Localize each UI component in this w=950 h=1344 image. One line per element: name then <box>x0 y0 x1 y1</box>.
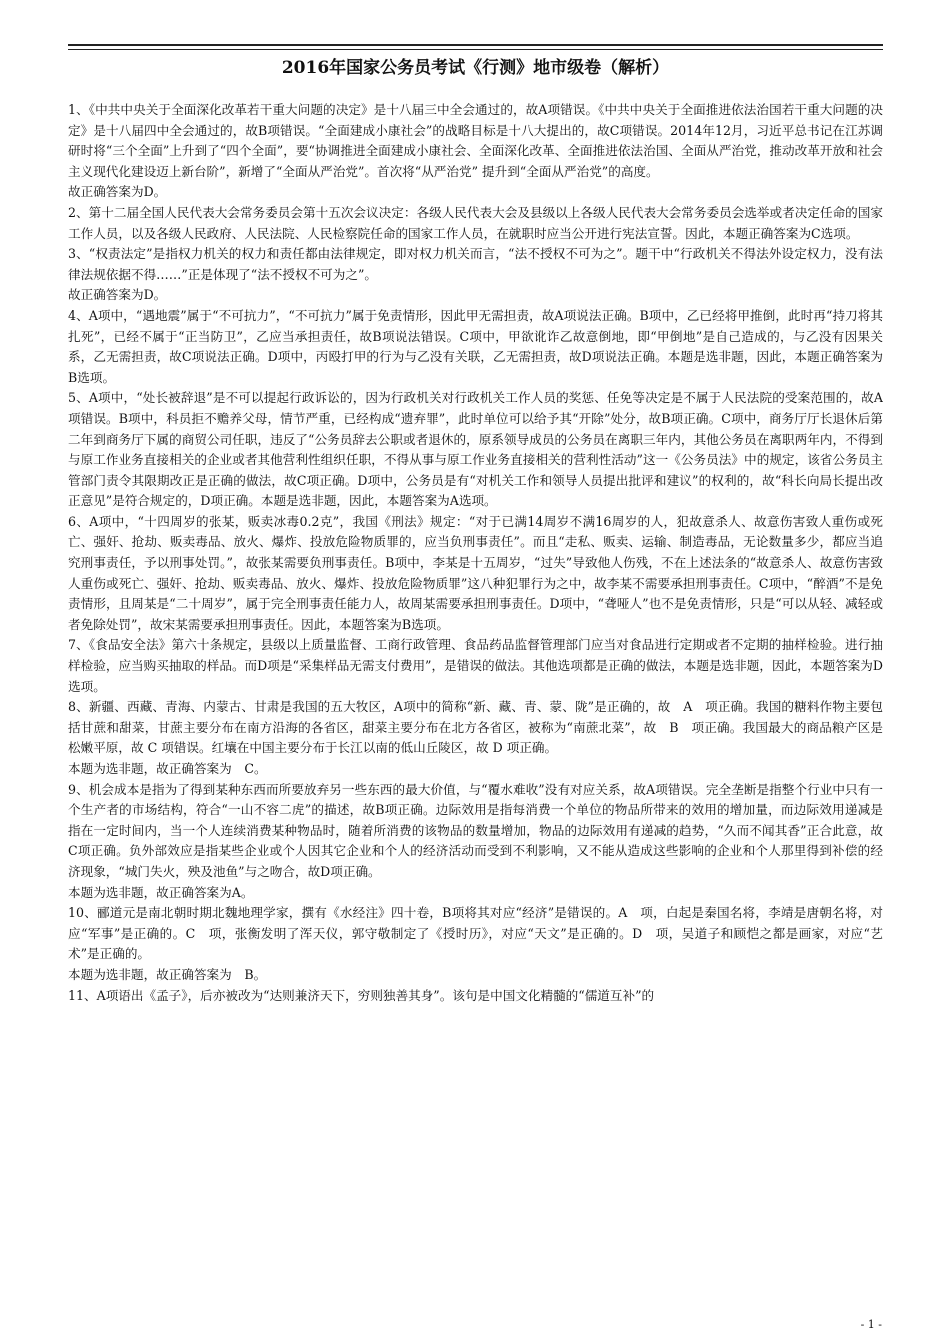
question-item-7 <box>68 635 883 697</box>
document-title: 2016年国家公务员考试《行测》地市级卷（解析） <box>281 58 670 78</box>
question-explanation: 11、A项语出《孟子》，后亦被改为“达则兼济天下，穷则独善其身”。该句是中国文化精髓的“儒道互补”的 <box>68 987 655 1003</box>
answer-line: 本题为选非题，故正确答案为 B。 <box>68 966 267 982</box>
question-explanation: 7、《食品安全法》第六十条规定，县级以上质量监督、工商行政管理、食品药品监督管理部门应当对食品进行定期或者不定期的抽样检验。进行抽样检验，应当购买抽取的样品。而D项是“采集样品无需支付费用”，是错误的做法。其他选项都是正确的做法，本题是选非题，因此，本题答案为D选项。 <box>68 637 883 694</box>
answer-line: 故正确答案为D。 <box>68 287 167 303</box>
question-explanation: 2、第十二届全国人民代表大会常务委员会第十五次会议决定：各级人民代表大会及县级以上各级人民代表大会常务委员会选举或者决定任命的国家工作人员，以及各级人民政府、人民法院、人民检察院任命的国家工作人员，在就职时应当公开进行宪法宣誓。因此，本题正确答案为C选项。 <box>68 204 883 241</box>
document-body <box>68 100 883 1312</box>
question-explanation: 10、郦道元是南北朝时期北魏地理学家，撰有《水经注》四十卷，B项将其对应“经济”是错误的。A 项，白起是秦国名将，李靖是唐朝名将，对应“军事”是正确的。C 项，张衡发明了浑天仪，郭守敬制定了《授时历》，对应“天文”是正确的。D 项，吴道子和顾恺之都是画家，对应“艺术”是正确的。 <box>68 905 883 962</box>
question-explanation: 9、机会成本是指为了得到某种东西而所要放弃另一些东西的最大价值，与“覆水难收”没有对应关系，故A项错误。完全垄断是指整个行业中只有一个生产者的市场结构，符合“一山不容二虎”的描述，故B项正确。边际效用是指每消费一个单位的物品所带来的效用的增加量，而边际效用递减是指在一定时间内，当一个人连续消费某种物品时，随着所消费的该物品的数量增加，物品的边际效用有递减的趋势，“久而不闻其香”正合此意，故C项正确。负外部效应是指某些企业或个人因其它企业和个人的经济活动而受到不利影响，又不能从造成这些影响的企业和个人那里得到补偿的经济现象，“城门失火，殃及池鱼”与之吻合，故D项正确。 <box>68 781 883 879</box>
question-explanation: 8、新疆、西藏、青海、内蒙古、甘肃是我国的五大牧区，A项中的简称“新、藏、青、蒙、陇”是正确的，故 A 项正确。我国的糖料作物主要包括甘蔗和甜菜，甘蔗主要分布在南方沿海的各省区，甜菜主要分布在北方各省区，被称为“南蔗北菜”，故 B 项正确。我国最大的商品粮产区是松嫩平原，故 C 项错误。红壤在中国主要分布于长江以南的低山丘陵区，故 D 项正确。 <box>68 699 883 756</box>
question-item-1 <box>68 100 883 203</box>
answer-line: 故正确答案为D。 <box>68 184 167 200</box>
question-item-6 <box>68 512 883 636</box>
question-item-4 <box>68 306 883 388</box>
question-item-11 <box>68 986 883 1007</box>
question-item-8 <box>68 697 883 779</box>
page-number: - 1 - <box>860 1318 882 1331</box>
header-rule-thick <box>68 44 883 46</box>
header-rule-thin <box>68 49 883 50</box>
question-item-9 <box>68 780 883 904</box>
question-item-2 <box>68 203 883 244</box>
question-explanation: 1、《中共中央关于全面深化改革若干重大问题的决定》是十八届三中全会通过的，故A项错误。《中共中央关于全面推进依法治国若干重大问题的决定》是十八届四中全会通过的，故B项错误。“全面建成小康社会”的战略目标是十八大提出的，故C项错误。2014年12月，习近平总书记在江苏调研时将“三个全面”上升到了“四个全面”，要“协调推进全面建成小康社会、全面深化改革、全面推进依法治国、全面从严治党，推动改革开放和社会主义现代化建设迈上新台阶”，新增了“全面从严治党”。首次将“从严治党” 提升到“全面从严治党”的高度。 <box>68 102 883 179</box>
question-explanation: 3、“权责法定”是指权力机关的权力和责任都由法律规定，即对权力机关而言，“法不授权不可为之”。题干中“行政机关不得法外设定权力，没有法律法规依据不得……”正是体现了“法不授权不可为之”。 <box>68 246 883 282</box>
question-item-3 <box>68 244 883 306</box>
question-item-5 <box>68 388 883 512</box>
answer-line: 本题为选非题，故正确答案为A。 <box>68 884 254 900</box>
question-explanation: 4、A项中，“遇地震”属于“不可抗力”，“不可抗力”属于免责情形，因此甲无需担责，故A项说法正确。B项中，乙已经将甲推倒，此时再“持刀将其扎死”，已经不属于“正当防卫”，乙应当承担责任，故B项说法错误。C项中，甲欲讹诈乙故意倒地，即“甲倒地”是自己造成的，与乙没有因果关系，乙无需担责，故C项说法正确。D项中，丙殴打甲的行为与乙没有关联，乙无需担责，故D项说法正确。本题是选非题，因此，本题正确答案为B选项。 <box>68 307 883 385</box>
question-item-10 <box>68 903 883 985</box>
question-explanation: 6、A项中，“十四周岁的张某，贩卖冰毒0.2克”，我国《刑法》规定：“对于已满14周岁不满16周岁的人，犯故意杀人、故意伤害致人重伤或死亡、强奸、抢劫、贩卖毒品、放火、爆炸、投放危险物质罪的，应当负刑事责任”。而且“走私、贩卖、运输、制造毒品，无论数量多少，都应当追究刑事责任，予以刑事处罚。”，故张某需要负刑事责任。B项中，李某是十五周岁，“过失”导致他人伤残，不在上述法条的“故意杀人、故意伤害致人重伤或死亡、强奸、抢劫、贩卖毒品、放火、爆炸、投放危险物质罪”这八种犯罪行为之中，故李某不需要承担刑事责任。C项中，“醉酒”不是免责情形，且周某是“二十周岁”，属于完全刑事责任能力人，故周某需要承担刑事责任。D项中，“聋哑人”也不是免责情形，只是“可以从轻、减轻或者免除处罚”，故宋某需要承担刑事责任。因此，本题答案为B选项。 <box>68 513 883 632</box>
question-explanation: 5、A项中，“处长被辞退”是不可以提起行政诉讼的，因为行政机关对行政机关工作人员的奖惩、任免等决定是不属于人民法院的受案范围的，故A项错误。B项中，科员拒不赡养父母，情节严重，已经构成“遗弃罪”，此时单位可以给予其“开除”处分，故B项正确。C项中，商务厅厅长退休后第二年到商务厅下属的商贸公司任职，违反了“公务员辞去公职或者退休的，原系领导成员的公务员在离职三年内，其他公务员在离职两年内，不得到与原工作业务直接相关的企业或者其他营利性组织任职，不得从事与原工作业务直接相关的营利性活动”这一《公务员法》中的规定，该省公务员主管部门责令其限期改正是正确的做法，故C项正确。D项中，公务员是有“对机关工作和领导人员提出批评和建议”的权利的，故“科长向局长提出改正意见”是符合规定的，D项正确。本题是选非题，因此，本题答案为A选项。 <box>68 390 883 509</box>
answer-line: 本题为选非题，故正确答案为 C。 <box>68 761 267 776</box>
